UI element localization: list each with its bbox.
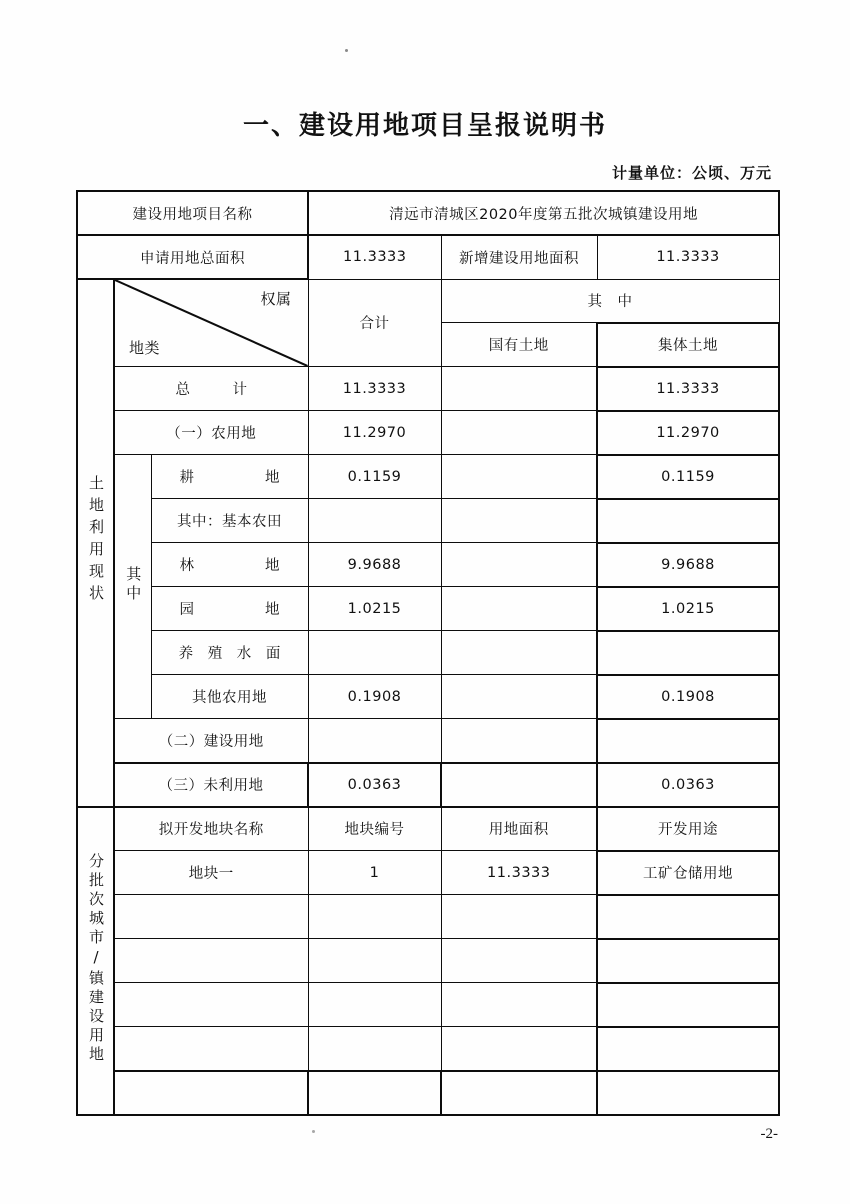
section-label-land-use-status	[77, 279, 114, 807]
subsection-label-among-which	[114, 455, 151, 719]
cell-collective	[597, 719, 779, 763]
cell-parcel-purpose	[597, 1027, 779, 1071]
cell-total: 9.9688	[308, 543, 441, 587]
cell-state-owned	[441, 367, 597, 411]
cell-parcel-purpose	[597, 983, 779, 1027]
cell-state-owned	[441, 719, 597, 763]
cell-total: 11.3333	[308, 367, 441, 411]
row-label-aquaculture-water: 养 殖 水 面	[151, 631, 308, 675]
new-construction-area-value: 11.3333	[597, 235, 779, 279]
cell-collective: 1.0215	[597, 587, 779, 631]
cell-state-owned	[441, 675, 597, 719]
table-row	[77, 851, 779, 895]
cell-collective: 11.3333	[597, 367, 779, 411]
section-label-batch-urban-construction-text: 分批次城市/镇建设用地	[87, 852, 105, 1065]
table-row	[77, 763, 779, 807]
subsection-label-among-which-text: 其中	[124, 565, 143, 604]
ownership-landtype-diagonal-header	[114, 279, 308, 367]
row-label-forest-land: 林 地	[151, 543, 308, 587]
cell-total	[308, 631, 441, 675]
table-row	[77, 675, 779, 719]
cell-state-owned	[441, 499, 597, 543]
scan-artifact-bottom	[312, 1130, 315, 1133]
row-label-agricultural-land: （一）农用地	[114, 411, 308, 455]
row-label-construction-land: （二）建设用地	[114, 719, 308, 763]
cell-collective: 0.0363	[597, 763, 779, 807]
row-label-cultivated-land: 耕 地	[151, 455, 308, 499]
row-label-garden-land: 园 地	[151, 587, 308, 631]
cell-state-owned	[441, 587, 597, 631]
ownership-label: 权属	[260, 290, 292, 308]
cell-total: 11.2970	[308, 411, 441, 455]
page-title: 一、建设用地项目呈报说明书	[242, 111, 607, 141]
cell-parcel-name	[114, 1071, 308, 1115]
table-row	[77, 719, 779, 763]
cell-state-owned	[441, 763, 597, 807]
cell-total: 0.1159	[308, 455, 441, 499]
land-use-application-table	[76, 190, 780, 1116]
table-row	[77, 895, 779, 939]
cell-parcel-number	[308, 1071, 441, 1115]
cell-parcel-number: 1	[308, 851, 441, 895]
scan-artifact-top	[345, 49, 348, 52]
new-construction-area-label: 新增建设用地面积	[441, 235, 597, 279]
table-row	[77, 939, 779, 983]
column-header-collective-land: 集体土地	[597, 323, 779, 367]
cell-parcel-number	[308, 983, 441, 1027]
cell-parcel-name	[114, 1027, 308, 1071]
column-header-state-owned-land: 国有土地	[441, 323, 597, 367]
row-label-grand-total: 总 计	[114, 367, 308, 411]
cell-collective: 0.1159	[597, 455, 779, 499]
cell-parcel-area	[441, 983, 597, 1027]
cell-parcel-purpose	[597, 895, 779, 939]
cell-parcel-name	[114, 983, 308, 1027]
total-area-label: 申请用地总面积	[77, 235, 308, 279]
cell-parcel-area: 11.3333	[441, 851, 597, 895]
cell-collective: 11.2970	[597, 411, 779, 455]
column-header-total: 合计	[308, 279, 441, 367]
cell-state-owned	[441, 411, 597, 455]
table-row-batch-header	[77, 807, 779, 851]
column-header-parcel-number: 地块编号	[308, 807, 441, 851]
table-row	[77, 367, 779, 411]
cell-parcel-purpose: 工矿仓储用地	[597, 851, 779, 895]
cell-total	[308, 499, 441, 543]
cell-parcel-number	[308, 895, 441, 939]
cell-state-owned	[441, 543, 597, 587]
cell-parcel-name	[114, 895, 308, 939]
table-row	[77, 587, 779, 631]
table-row-matrix-header-top	[77, 279, 779, 323]
cell-parcel-purpose	[597, 1071, 779, 1115]
cell-parcel-number	[308, 1027, 441, 1071]
cell-total: 0.0363	[308, 763, 441, 807]
column-header-parcel-purpose: 开发用途	[597, 807, 779, 851]
measurement-unit-note: 计量单位：公顷、万元	[611, 164, 772, 182]
cell-parcel-area	[441, 939, 597, 983]
table-row	[77, 455, 779, 499]
table-row	[77, 631, 779, 675]
cell-collective: 9.9688	[597, 543, 779, 587]
landtype-label: 地类	[129, 339, 161, 357]
table-row	[77, 411, 779, 455]
cell-total	[308, 719, 441, 763]
table-row	[77, 1071, 779, 1115]
cell-parcel-area	[441, 1027, 597, 1071]
cell-state-owned	[441, 631, 597, 675]
cell-collective	[597, 499, 779, 543]
table-row-areas	[77, 235, 779, 279]
project-name-label: 建设用地项目名称	[77, 191, 308, 235]
column-header-parcel-area: 用地面积	[441, 807, 597, 851]
section-label-batch-urban-construction	[77, 807, 114, 1115]
table-row	[77, 983, 779, 1027]
row-label-basic-farmland: 其中：基本农田	[151, 499, 308, 543]
column-header-parcel-name: 拟开发地块名称	[114, 807, 308, 851]
section-label-land-use-status-text: 土地利用现状	[87, 474, 105, 607]
table-row	[77, 1027, 779, 1071]
cell-parcel-name	[114, 939, 308, 983]
cell-parcel-name: 地块一	[114, 851, 308, 895]
cell-total: 1.0215	[308, 587, 441, 631]
cell-parcel-area	[441, 895, 597, 939]
cell-state-owned	[441, 455, 597, 499]
table-row	[77, 499, 779, 543]
cell-parcel-number	[308, 939, 441, 983]
cell-total: 0.1908	[308, 675, 441, 719]
cell-collective	[597, 631, 779, 675]
cell-parcel-purpose	[597, 939, 779, 983]
page-number: -2-	[760, 1126, 778, 1142]
table-row-project-name	[77, 191, 779, 235]
table-row	[77, 543, 779, 587]
row-label-unused-land: （三）未利用地	[114, 763, 308, 807]
row-label-other-agricultural-land: 其他农用地	[151, 675, 308, 719]
column-header-among-which: 其 中	[441, 279, 779, 323]
project-name-value: 清远市清城区2020年度第五批次城镇建设用地	[308, 191, 779, 235]
total-area-value: 11.3333	[308, 235, 441, 279]
cell-parcel-area	[441, 1071, 597, 1115]
cell-collective: 0.1908	[597, 675, 779, 719]
